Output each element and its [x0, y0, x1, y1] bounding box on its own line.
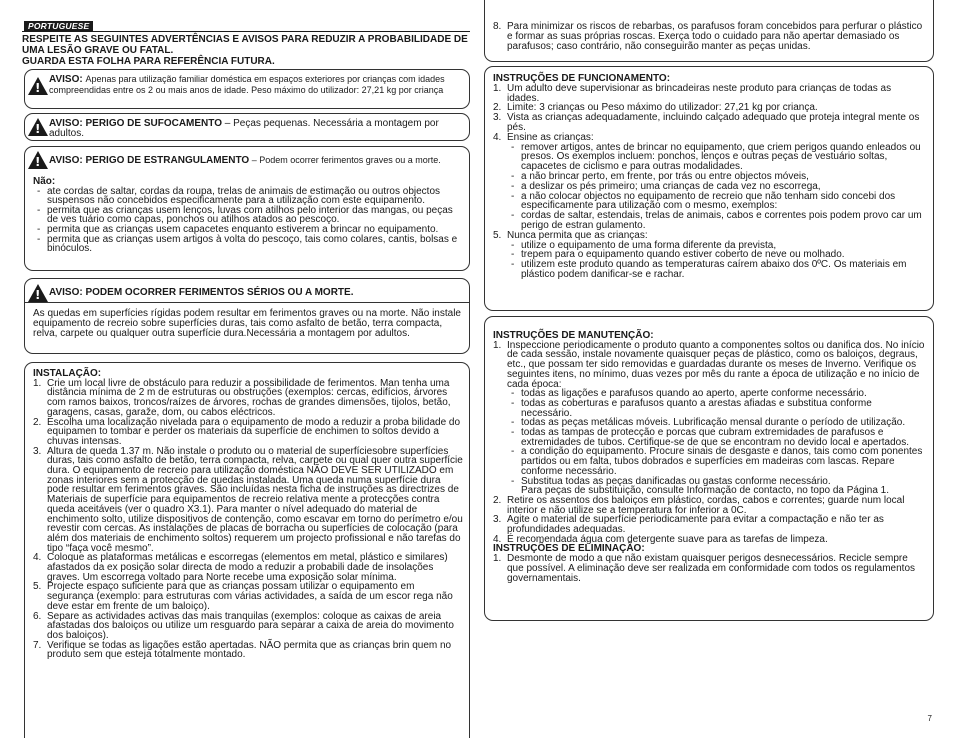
list-item: 8. Para minimizar os riscos de rebarbas, os parafusos foram concebidos para perfurar o plástico e formar as suas próprias roscas. Exerça todo o cuidado para não apertar demasiado os parafusos; caso contrário, não conseguirão manter as peças unidas. [493, 21, 923, 53]
injury-warning-label: AVISO: PODEM OCORRER FERIMENTOS SÉRIOS OU A MORTE. [49, 287, 354, 298]
list-item: 2. Limite: 3 crianças ou Peso máximo do utilizador: 27,21 kg por criança. [493, 102, 818, 114]
maintenance-title: INSTRUÇÕES DE MANUTENÇÃO: [493, 330, 654, 341]
choke-warning-text: – Peças pequenas. Necessária a montagem por adultos. [49, 118, 439, 139]
strangle-warning-text: – Podem ocorrer ferimentos graves ou a morte. [249, 155, 441, 165]
list-item: 4. Ensine as crianças: - remover artigos, antes de brincar no equipamento, que criem perigos quando enleados ou presos. Os exemplos incluem: ponchos, lenços e outras peças de vestuário soltas, capacetes de ciclismo e para outras modalidades. - a não brincar perto, em frente, por trás ou entre objectos móveis, - a deslizar os pés primeiro; uma crianças de cada vez no escorrega, - a não colocar objectos no equipamento de recreio que não tenham sido concebi dos especificamente para utilização com o mesmo, exemplos: - cordas de saltar, estendais, trelas de animais, cabos e correntes pois podem provo car um perigo de estran gulamento. [493, 133, 925, 231]
operation-box [484, 66, 934, 311]
installation-continued-box [484, 0, 934, 62]
age-warning-box [24, 69, 470, 109]
list-item: 1. Crie um local livre de obstáculo para reduzir a possibilidade de ferimentos. Man tenha uma distância mínima de 2 m de estruturas ou obstruções (exemplos: cercas, edifícios, árvores com ramos baixos, troncos/raízes de árvores, rochas de grandes dimensões, tijolos, betão, garagens, casas, garaže, dom, ou cabos eléctricos. [33, 377, 451, 418]
list-item: 5. Projecte espaço suficiente para que as crianças possam utilizar o equipamento em segurança (exemplo: para estruturas com várias actividades, a saída de um escor rega não deve estar em frente de um baloiço). [33, 581, 453, 612]
language-tag: PORTUGUESE [24, 21, 93, 32]
list-item: - permita que as crianças usem lenços, luvas com atilhos pelo interior das mangas, ou peças de ves tuário como capas, ponchos ou atilhos atados ao pescoço. [33, 206, 465, 225]
list-item: - remover artigos, antes de brincar no equipamento, que criem perigos quando enleados ou presos. Os exemplos incluem: ponchos, lenços e outras peças de vestuário soltas, capacetes de ciclismo e para outras modalidades. [507, 143, 925, 172]
age-warning-text: Apenas para utilização familiar doméstica em espaços exteriores por crianças com idades compreendidas entre os 2 ou mais anos de idade. Peso máximo do utilizador: 27,21 kg por criança [49, 74, 445, 95]
list-item: 1. Desmonte de modo a que não existam quaisquer perigos desnecessários. Recicle sempre que possível. A eliminação deve ser realizada em conformidade com todos os regulamentos governamentais. [493, 553, 916, 584]
list-item: - a não colocar objectos no equipamento de recreio que não tenham sido concebi dos especificamente para utilização com o mesmo, exemplos: [507, 192, 925, 212]
page-number: 7 [927, 714, 932, 723]
list-item: 5. Nunca permita que as crianças: - utilize o equipamento de uma forma diferente da prevista, - trepem para o equipamento quando estiver coberto de neve ou molhado. - utilizem este produto quando as temperaturas caírem abaixo dos 0ºC. Os materiais em plástico podem danificar-se e rachar. [493, 231, 925, 280]
list-item: 1. Inspeccione periodicamente o produto quanto a componentes soltos ou danifica dos. No início de cada sessão, instale novamente quaisquer peças de plástico, como os baloiços, degraus, etc., que possam ter sido removidas e guardadas durante os meses de Inverno. Verifique os seguintes itens, no mínimo, duas vezes por mês du rante a época de utilização e no início de cada época: - todas as ligações e parafusos quando ao aperto, aperte conforme necessário. - todas as coberturas e parafusos quanto a arestas afiadas e substitua conforme necessário. - todas as peças metálicas móveis. Lubrificação mensal durante o período de utilização. - todas as tampas de protecção e porcas que cubram extremidades de parafusos e extremidades de tubos. Certifique-se de que se encontram no devido local e apertados. - a condição do equipamento. Procure sinais de desgaste e danos, tais como com ponentes partidos ou em falta, tubos dobrados e superfícies em madeiras com lascas. Repare conforme necessário. - Substitua todas as peças danificadas ou gastas conforme necessário. Para peças de substituição, consulte Informação de contacto, no topo da Página 1. [493, 341, 925, 496]
list-item: - trepem para o equipamento quando estiver coberto de neve ou molhado. [507, 250, 925, 260]
list-item: 3. Vista as crianças adequadamente, incluindo calçado adequado que proteja integral mente os pés. [493, 112, 920, 133]
list-item: - a não brincar perto, em frente, por trás ou entre objectos móveis, [507, 172, 925, 182]
nao-heading: Não: [33, 176, 56, 187]
elimination-title: INSTRUÇÕES DE ELIMINAÇÃO: [493, 543, 645, 555]
list-item: 3. Agite o material de superfície periodicamente para evitar a compactação e não ter as profundidades adequadas. [493, 514, 884, 536]
installation-list [33, 379, 463, 660]
strangle-list [33, 187, 465, 254]
box-divider [25, 302, 469, 303]
list-item: 3. Altura de queda 1.37 m. Não instale o produto ou o material de superfíciesobre superfícies duras, tais como asfalto de betão, terra compacta, relva, carpete ou qual quer outra superfície dura. O equipamento de recreio para utilização doméstica NÃO DEVE SER UTILIZADO em zonas interiores sem a protecção de quedas instalada. Uma queda numa superfície dura pode resultar em ferimentos graves. São incluídas nesta ficha de instruções as directrizes de Materiais de superfície para equipamentos de recreio relativa mente a protecções contra queda aceitáveis (ver o quadro X3.1). Para manter o nível adequado do material de enchimento solto, utilize dispositivos de contenção, como escavar em torno do perímetro e/ou revestir com cercas. As instalações de placas de borracha ou superfícies de colocação (para além dos materiais de enchimento soltos) requerem um projecto profissional e não tarefas do tipo “faça você mesmo”. [33, 445, 463, 554]
injury-warning-box [24, 278, 470, 354]
list-item: - a condição do equipamento. Procure sinais de desgaste e danos, tais como com ponentes partidos ou em falta, tubos dobrados e superfícies em madeiras com lascas. Repare conforme necessário. [507, 447, 925, 476]
warning-keep: GUARDA ESTA FOLHA PARA REFERÊNCIA FUTURA. [22, 56, 275, 67]
list-item: 2. Retire os assentos dos baloiços em plástico, cordas, cabos e correntes; guarde num local interior e não utilize se a temperatura for inferior a 0C. [493, 494, 905, 516]
choke-warning-label: AVISO: PERIGO DE SUFOCAMENTO [49, 118, 222, 129]
list-item: - permita que as crianças usem artigos à volta do pescoço, tais como colares, cantis, bolsas e binóculos. [33, 235, 465, 254]
list-item: - todas as tampas de protecção e porcas que cubram extremidades de parafusos e extremidades de tubos. Certifique-se de que se encontram no devido local e apertados. [507, 428, 925, 447]
injury-warning-text: As quedas em superfícies rígidas podem resultar em ferimentos graves ou na morte. Não instale equipamento de recreio sobre superfícies duras, tais como asfalto de betão, terra compacta, relva, carpete ou qualquer outra superfície dura.Necessária a montagem por adultos. [33, 308, 461, 339]
list-item: - Substitua todas as peças danificadas ou gastas conforme necessário. [507, 477, 925, 487]
list-item: - utilizem este produto quando as temperaturas caírem abaixo dos 0ºC. Os materiais em plástico podem danificar-se e rachar. [507, 260, 925, 280]
list-item: - utilize o equipamento de uma forma diferente da prevista, [507, 241, 925, 251]
installation-title: INSTALAÇÃO: [33, 368, 102, 379]
list-item: - todas as ligações e parafusos quando ao aperto, aperte conforme necessário. [507, 389, 925, 399]
list-item: 1. Um adulto deve supervisionar as brincadeiras neste produto para crianças de todas as idades. [493, 82, 892, 104]
age-warning-label: AVISO: [49, 74, 83, 85]
warning-triangle-icon [28, 284, 48, 302]
installation-box [24, 362, 470, 738]
list-item: - ate cordas de saltar, cordas da roupa, trelas de animais de estimação ou outros objectos suspensos não concebidos especificamente para a utilização com este equipamento. [33, 187, 465, 206]
maintenance-box [484, 316, 934, 621]
choke-warning-box [24, 113, 470, 141]
operation-list [493, 84, 925, 280]
header-rule [22, 31, 470, 32]
warning-triangle-icon [28, 118, 48, 136]
list-item: 7. Verifique se todas as ligações estão apertadas. NÃO permita que as crianças brin quem no produto sem que esteja totalmente montado. [33, 639, 452, 661]
replacement-note: Para peças de substituição, consulte Informação de contacto, no topo da Página 1. [521, 485, 890, 497]
operation-title: INSTRUÇÕES DE FUNCIONAMENTO: [493, 73, 671, 84]
elimination-list [493, 554, 925, 583]
list-item: 4. É recomendada água com detergente suave para as tarefas de limpeza. [493, 533, 828, 545]
list-item: - permita que as crianças usem capacetes enquanto estiverem a brincar no equipamento. [33, 225, 465, 235]
list-item: - todas as peças metálicas móveis. Lubrificação mensal durante o período de utilização. [507, 418, 925, 428]
list-item: - todas as coberturas e parafusos quanto a arestas afiadas e substitua conforme necessário. [507, 399, 925, 418]
warning-title: RESPEITE AS SEGUINTES ADVERTÊNCIAS E AVISOS PARA REDUZIR A PROBABILIDADE DE UMA LESÃO GRAVE OU FATAL. [22, 34, 468, 56]
list-item: - cordas de saltar, estendais, trelas de animais, cabos e correntes pois podem provo car um perigo de estran gulamento. [507, 211, 925, 231]
list-item: 6. Separe as actividades activas das mais tranquilas (exemplos: coloque as caixas de areia afastadas dos baloiços ou utilize um resguardo para separar a caixa de areia do movimento dos baloiços). [33, 610, 454, 641]
list-item: - a deslizar os pés primeiro; uma crianças de cada vez no escorrega, [507, 182, 925, 192]
list-item: 2. Escolha uma localização nivelada para o equipamento de modo a reduzir a proba bilidade do equipamen to tombar e perder os materiais da superfície de enchimen to soltos devido a chuvas intensas. [33, 416, 461, 447]
strangle-warning-label: AVISO: PERIGO DE ESTRANGULAMENTO [49, 155, 250, 166]
maintenance-list [493, 341, 925, 545]
strangle-warning-box [24, 146, 470, 271]
list-item: 4. Coloque as plataformas metálicas e escorregas (elementos em metal, plástico e similares) afastados da ex posição solar directa de modo a reduzir a probabili dade de insolações graves. Um escorrega voltado para Norte recebe uma exposição solar mínima. [33, 552, 448, 583]
warning-triangle-icon [28, 77, 48, 95]
warning-triangle-icon [28, 151, 48, 169]
header-warning [22, 34, 470, 67]
